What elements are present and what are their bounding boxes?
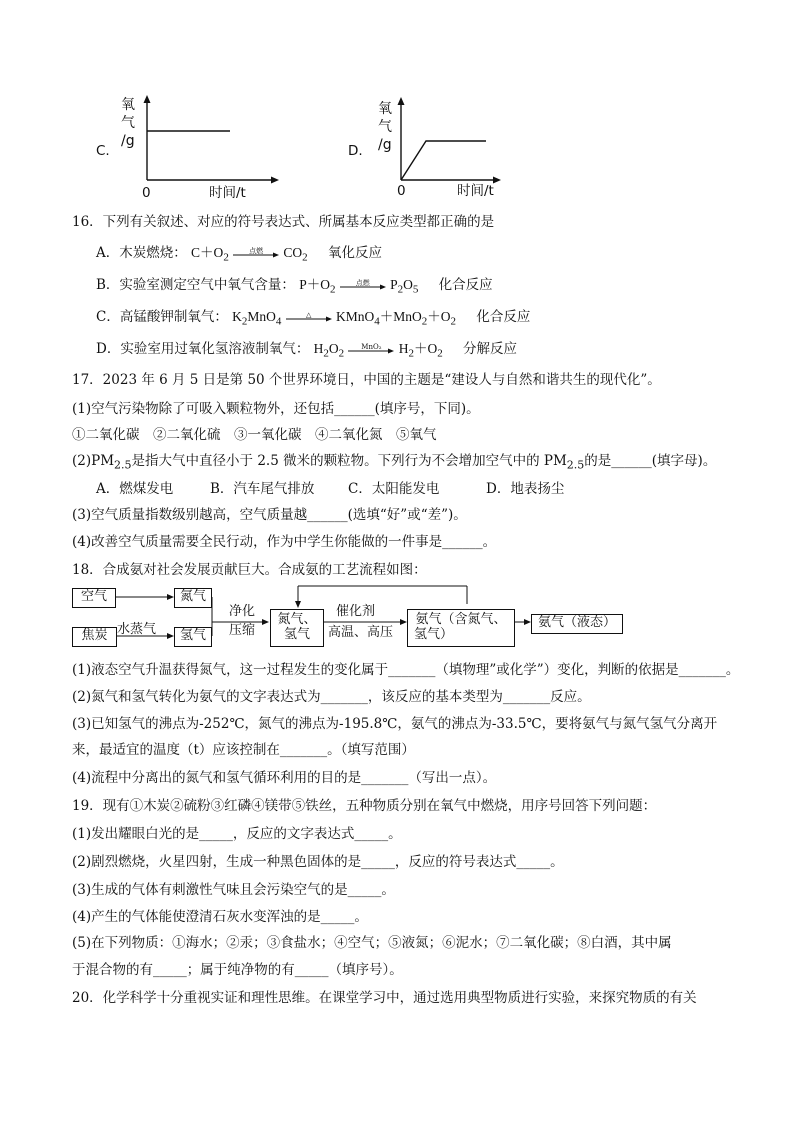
q16-c-rhs-sub: 4: [374, 315, 380, 328]
q17-p2-b: 是指大气中直径小于 2.5 微米的颗粒物。下列行为不会增加空气中的 PM: [131, 453, 567, 469]
graph-c-xlabel: 时间/t: [209, 185, 246, 201]
q16-d-lhs2-sub: 2: [338, 347, 345, 360]
graph-c-ylabel-3: /g: [121, 133, 135, 149]
graph-d-ylabel-2: 气: [378, 119, 392, 135]
q17-part2: [72, 452, 716, 475]
flow-box-air: 空气: [72, 588, 116, 608]
q17-part1-options: ①二氧化碳 ②二氧化硫 ③一氧化碳 ④二氧化氮 ⑤氧气: [72, 427, 437, 443]
q16-c-rhs2-sub: 2: [421, 315, 428, 328]
q19-part5-line2: 于混合物的有_____；属于纯净物的有_____（填序号）。: [72, 962, 403, 978]
q16-d-lhs: H: [313, 341, 324, 356]
flow-box-coke: 焦炭: [72, 627, 117, 647]
q16-a-type: 氧化反应: [327, 245, 382, 261]
flow-box-hydrogen: 氢气: [174, 627, 212, 647]
q16-c-lhs2-sub: 4: [275, 315, 282, 328]
q16-c-rhs3: ＋O: [427, 309, 451, 324]
q20-stem: 20．化学科学十分重视实证和理性思维。在课堂学习中，通过选用典型物质进行实验，来探究物质的有关: [72, 990, 697, 1006]
q16-a-rhs-sub: 2: [302, 251, 308, 264]
q16-stem: 16．下列有关叙述、对应的符号表达式、所属基本反应类型都正确的是: [72, 214, 495, 230]
flow-product-line1: 氨气（含氮气、: [415, 612, 507, 627]
q16-c-rhs: KMnO: [336, 309, 375, 324]
q19-part1: (1)发出耀眼白光的是_____，反应的文字表达式_____。: [72, 826, 402, 842]
graph-d-xlabel: 时间/t: [457, 183, 494, 199]
reaction-arrow: [348, 342, 394, 355]
q17-part1: (1)空气污染物除了可吸入颗粒物外，还包括______(填序号，下同)。: [72, 401, 480, 417]
reaction-arrow: [286, 310, 332, 323]
graph-d-ylabel-1: 氧: [378, 101, 392, 117]
flow-box-mixture: [270, 609, 324, 647]
reaction-arrow: [233, 246, 279, 259]
q18-part4: (4)流程中分离出的氮气和氢气循环利用的目的是_______（写出一点）。: [72, 770, 497, 786]
graph-c-option: C.: [96, 143, 110, 159]
q19-part3: (3)生成的气体有刺激性气味且会污染空气的是_____。: [72, 882, 395, 898]
flow-mixture-line1: 氮气、: [277, 612, 317, 627]
q18-part1: (1)液态空气升温获得氮气，这一过程发生的变化属于_______（填物理”或化学”）变化，判断的依据是_______。: [72, 662, 740, 678]
q19-stem: 19．现有①木炭②硫粉③红磷④镁带⑤铁丝，五种物质分别在氧气中燃烧，用序号回答下列问题：: [72, 798, 657, 814]
q16-c-rhs3-sub: 2: [450, 315, 457, 328]
q16-b-rhs2: O: [403, 277, 413, 292]
q19-part5-line1: (5)在下列物质：①海水；②汞；③食盐水；④空气；⑤液氮；⑥泥水；⑦二氧化碳；⑧白酒，其中属: [72, 935, 672, 951]
q16-a-label: A．木炭燃烧：: [96, 245, 187, 261]
graph-c-axes: [140, 95, 280, 187]
q16-a-lhs-sub: 2: [223, 251, 229, 264]
flow-mixture-line2: 氢气: [283, 627, 310, 642]
flow-label-purify: 净化: [229, 604, 256, 619]
q16-d-lhs-sub: 2: [323, 347, 329, 360]
graph-d-line: [401, 141, 486, 180]
q16-c-lhs: K: [232, 309, 242, 324]
graph-d-option: D.: [348, 143, 363, 159]
graph-c-ylabel-1: 氧: [121, 97, 135, 113]
q16-b-lhs: P＋O: [299, 277, 330, 292]
q16-d-label: D．实验室用过氧化氢溶液制氧气：: [96, 341, 310, 357]
flow-label-steam: 水蒸气: [117, 622, 157, 637]
q16-option-a: [96, 244, 382, 267]
flow-box-product: [407, 609, 515, 647]
q16-d-type: 分解反应: [463, 341, 518, 357]
graph-c-ylabel-2: 气: [121, 115, 135, 131]
q16-c-lhs-sub: 2: [241, 315, 248, 328]
q18-part2: (2)氮气和氢气转化为氨气的文字表达式为_______，该反应的基本类型为_______反应。: [72, 689, 591, 705]
graph-d-origin: 0: [397, 183, 406, 199]
q16-b-rhs2-sub: 5: [412, 283, 419, 296]
q16-a-rhs: CO: [283, 245, 303, 260]
q16-b-rhs-sub: 2: [397, 283, 404, 296]
q16-a-condition: 点燃: [249, 246, 264, 255]
q18-part3-line2: 来，最适宜的温度（t）应该控制在_______。（填写范围）: [72, 742, 415, 758]
q16-b-label: B．实验室测定空气中氧气含量：: [96, 277, 295, 293]
q19-part4: (4)产生的气体能使澄清石灰水变浑浊的是_____。: [72, 909, 368, 925]
q16-d-rhs: H: [398, 341, 409, 356]
q17-p2-sub2: 2.5: [566, 458, 585, 472]
reaction-arrow: [340, 278, 386, 291]
q17-part3: (3)空气质量指数级别越高，空气质量越______(选填“好”或“差”)。: [72, 507, 467, 523]
q18-stem: 18．合成氨对社会发展贡献巨大。合成氨的工艺流程如图：: [72, 562, 427, 578]
q17-part2-option-b: B．汽车尾气排放: [210, 481, 315, 497]
q17-p2-sub: 2.5: [114, 458, 132, 472]
q17-part2-option-d: D．地表扬尘: [486, 481, 565, 497]
graph-c-origin: 0: [142, 185, 151, 201]
flow-box-liquid-ammonia: 氨气（液态）: [531, 614, 623, 634]
q16-b-condition: 点燃: [355, 278, 370, 287]
flow-label-compress: 压缩: [229, 623, 256, 638]
q17-stem: 17．2023 年 6 月 5 日是第 50 个世界环境日，中国的主题是“建设人与自然和谐共生的现代化”。: [72, 372, 661, 388]
q16-d-lhs2: O: [328, 341, 339, 356]
q16-d-rhs2-sub: 2: [437, 347, 443, 360]
q16-c-type: 化合反应: [476, 309, 531, 325]
q16-c-condition: △: [306, 310, 312, 319]
q16-option-c: [96, 308, 530, 331]
flow-product-line2: 氢气）: [414, 627, 454, 642]
flow-box-nitrogen: 氮气: [174, 588, 212, 608]
q16-option-d: [96, 340, 517, 363]
q16-b-rhs: P: [390, 277, 398, 292]
q17-part2-option-a: A．燃煤发电: [96, 481, 174, 497]
q16-b-type: 化合反应: [438, 277, 493, 293]
q16-d-condition: MnO₂: [361, 342, 382, 351]
flow-label-catalyst: 催化剂: [336, 604, 376, 619]
graph-d-axes: [396, 97, 502, 187]
q19-part2: (2)剧烈燃烧，火星四射，生成一种黑色固体的是_____，反应的符号表达式_____。: [72, 854, 564, 870]
q16-option-b: [96, 276, 493, 299]
q16-d-rhs-sub: 2: [408, 347, 414, 360]
q17-p2-a: (2)PM: [72, 453, 115, 469]
flow-label-conditions: 高温、高压: [328, 625, 394, 640]
q16-b-lhs-sub: 2: [329, 283, 336, 296]
q16-c-lhs2: MnO: [247, 309, 276, 324]
q16-c-rhs2: ＋MnO: [379, 309, 422, 324]
q17-p2-c: 的是______(填字母)。: [584, 453, 717, 469]
q18-part3-line1: (3)已知氢气的沸点为-252℃，氮气的沸点为-195.8℃，氨气的沸点为-33.5℃，要将氨气与氮气氢气分离开: [72, 716, 718, 732]
graph-d-ylabel-3: /g: [378, 137, 392, 153]
q16-c-label: C．高锰酸钾制氧气：: [96, 309, 228, 325]
q16-d-rhs2: ＋O: [413, 341, 438, 356]
q17-part2-option-c: C．太阳能发电: [348, 481, 440, 497]
q16-a-lhs: C＋O: [191, 245, 224, 260]
q17-part4: (4)改善空气质量需要全民行动，作为中学生你能做的一件事是______。: [72, 534, 497, 550]
